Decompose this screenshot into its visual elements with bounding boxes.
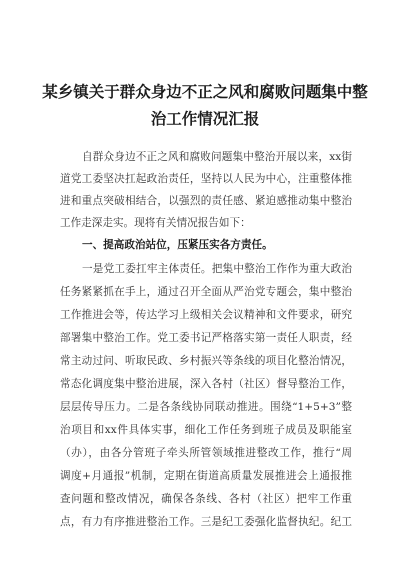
document-title-line-1: 某乡镇关于群众身边不正之风和腐败问题集中整 (42, 83, 368, 101)
body-paragraph-line: 工作推进会等，传达学习上级相关会议精神和文件要求，研究 (60, 309, 352, 321)
intro-paragraph-line: 进和重点突破相结合，以强烈的责任感、紧迫感推动集中整治 (60, 195, 352, 207)
body-paragraph-line: 点，有力有序推进整治工作。三是纪工委强化监督执纪。纪工 (60, 516, 352, 528)
body-paragraph-line: 部署集中整治工作。党工委书记严格落实第一责任人职责，经 (60, 332, 352, 344)
body-paragraph-line: 查问题和整改情况，确保各条线、各村（社区）把牢工作重 (60, 493, 352, 505)
body-paragraph-line: 一是党工委扛牢主体责任。把集中整治工作作为重大政治 (82, 263, 352, 275)
document-title-line-2: 治工作情况汇报 (150, 110, 260, 128)
intro-paragraph-line: 道党工委坚决扛起政治责任，坚持以人民为中心，注重整体推 (60, 173, 352, 185)
body-paragraph-line: 层层传导压力。二是各条线协同联动推进。围绕“1+5+3”整 (60, 401, 352, 413)
section-heading: 一、提高政治站位，压紧压实各方责任。 (82, 239, 273, 251)
body-paragraph-line: 调度+月通报”机制，定期在街道高质量发展推进会上通报推 (60, 470, 352, 482)
body-paragraph-line: 常主动过问、听取民政、乡村振兴等条线的项目化整治情况， (60, 355, 352, 367)
intro-paragraph-line: 自群众身边不正之风和腐败问题集中整治开展以来，xx街 (82, 151, 352, 163)
intro-paragraph-line: 工作走深走实。现将有关情况报告如下： (60, 217, 251, 229)
body-paragraph-line: （办），由各分管班子牵头所管领域推进整改工作，推行“周 (60, 447, 352, 459)
body-paragraph-line: 治项目和xx件具体实事，细化工作任务到班子成员及职能室 (60, 424, 352, 436)
body-paragraph-line: 任务紧紧抓在手上，通过召开全面从严治党专题会，集中整治 (60, 286, 352, 298)
body-paragraph-line: 常态化调度集中整治进展，深入各村（社区）督导整治工作， (60, 378, 352, 390)
